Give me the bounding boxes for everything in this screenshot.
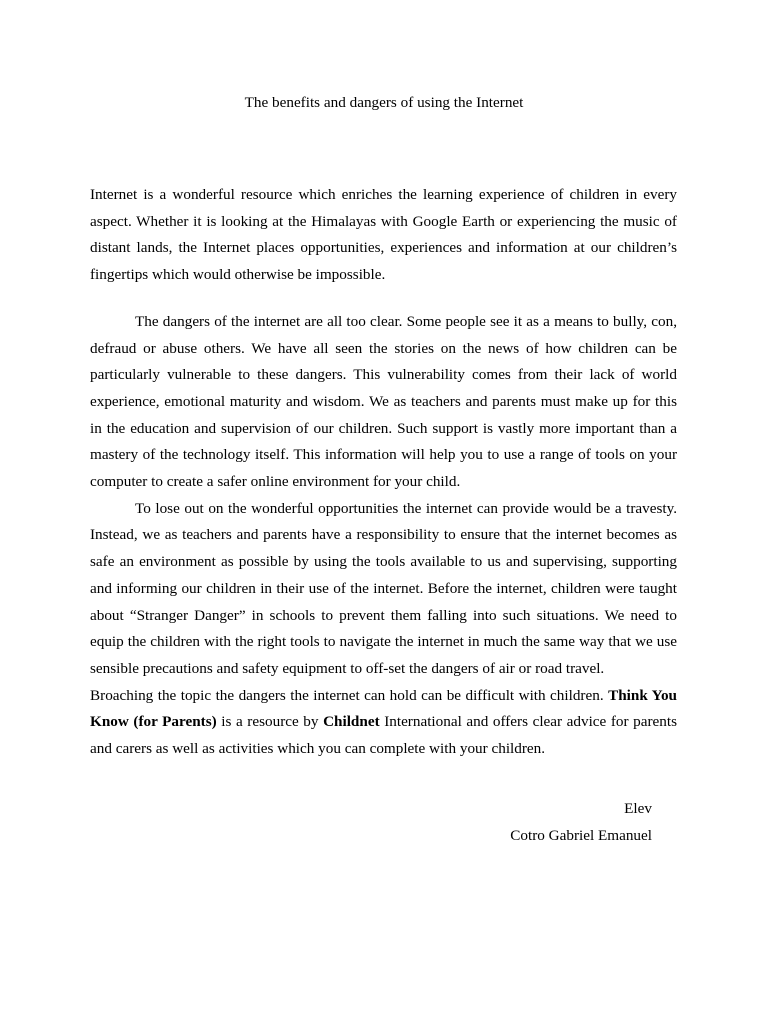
resources-text-part2: is a resource by bbox=[216, 713, 324, 731]
childnet-name: Childnet bbox=[323, 713, 380, 731]
signature-role: Elev bbox=[624, 800, 652, 817]
resources-text-part1: Broaching the topic the dangers the internet can hold can be difficult with children. bbox=[90, 686, 609, 704]
document-title: The benefits and dangers of using the Internet bbox=[244, 94, 524, 111]
paragraph-opportunities: To lose out on the wonderful opportunities the internet can provide would be a travesty. Instead, we as teachers and parents have a responsibility to ensure that the internet becomes as safe an environment as possible by using the tools available to us and supervising, supporting and informing our children in their use of the internet. Before the internet, children were taught about “Stranger Danger” in schools to prevent them falling into such situations. We need to equip the children with the right tools to navigate the internet in much the same way that we use sensible precautions and safety equipment to off-set the dangers of air or road travel. bbox=[90, 499, 677, 677]
document-body bbox=[90, 182, 677, 763]
paragraph-dangers: The dangers of the internet are all too clear. Some people see it as a means to bully, con, defraud or abuse others. We have all seen the stories on the news of how children can be particularly vulnerable to these dangers. This vulnerability comes from their lack of world experience, emotional maturity and wisdom. We as teachers and parents must make up for this in the education and supervision of our children. Such support is vastly more important than a mastery of the technology itself. This information will help you to use a range of tools on your computer to create a safer online environment for your child. bbox=[90, 312, 677, 491]
paragraph-resources bbox=[90, 683, 677, 763]
think-you-know-title: Think You Know (for Parents) bbox=[90, 686, 677, 731]
resources-text-part3: International and offers clear advice for parents and carers as well as activities which you can complete with your children. bbox=[90, 713, 677, 758]
signature-block bbox=[510, 796, 652, 849]
paragraph-intro: Internet is a wonderful resource which enriches the learning experience of children in every aspect. Whether it is looking at the Himalayas with Google Earth or experiencing the music of distant lands, the Internet places opportunities, experiences and information at our children’s fingertips which would otherwise be impossible. bbox=[90, 186, 677, 284]
signature-name: Cotro Gabriel Emanuel bbox=[510, 826, 652, 844]
